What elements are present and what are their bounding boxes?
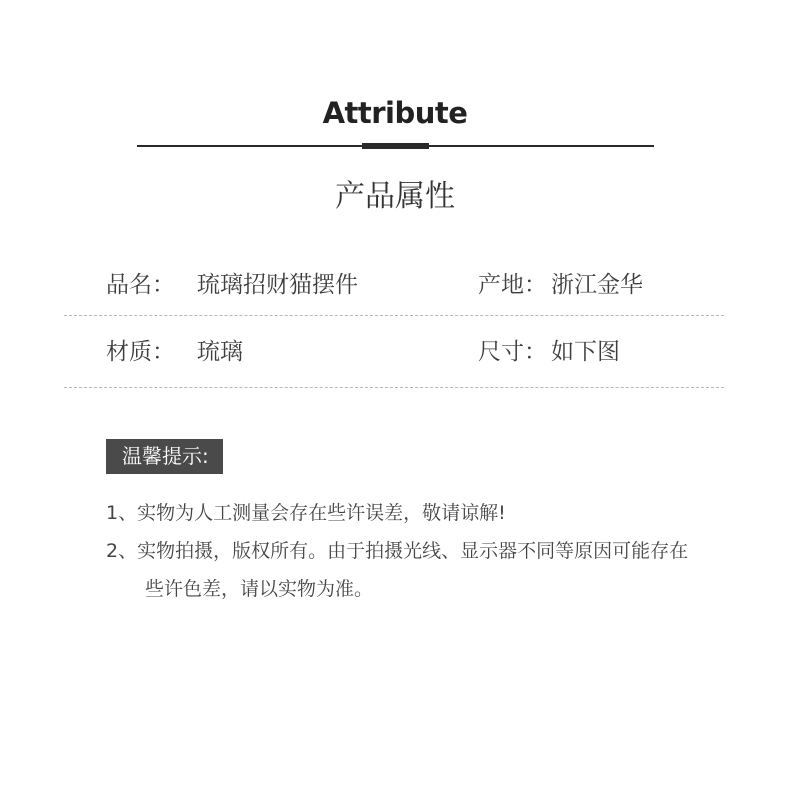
- row-divider: [64, 387, 724, 388]
- tips-badge: 温馨提示:: [106, 439, 223, 474]
- attribute-label: 产地：: [478, 272, 547, 298]
- attribute-row: [0, 333, 790, 373]
- row-divider: [64, 315, 724, 316]
- page-title-cn: 产品属性: [335, 179, 455, 214]
- title-divider-accent: [362, 143, 429, 149]
- attribute-origin: [478, 266, 643, 299]
- tip-line: 1、实物为人工测量会存在些许误差，敬请谅解!: [106, 502, 506, 524]
- attribute-size: [478, 333, 620, 366]
- attribute-value: 琉璃: [197, 339, 243, 365]
- attribute-label: 尺寸：: [478, 339, 547, 365]
- attribute-value: 浙江金华: [551, 272, 643, 298]
- page-title-en: Attribute: [322, 96, 468, 130]
- attribute-value: 琉璃招财猫摆件: [197, 272, 358, 298]
- attribute-product-name: [106, 266, 358, 299]
- attribute-material: [106, 333, 243, 366]
- attribute-value: 如下图: [551, 339, 620, 365]
- attribute-label: 品名：: [106, 272, 175, 298]
- tip-line: 2、实物拍摄，版权所有。由于拍摄光线、显示器不同等原因可能存在: [106, 540, 689, 562]
- tip-line: 些许色差，请以实物为准。: [145, 578, 374, 600]
- attribute-label: 材质：: [106, 339, 175, 365]
- attribute-row: [0, 266, 790, 306]
